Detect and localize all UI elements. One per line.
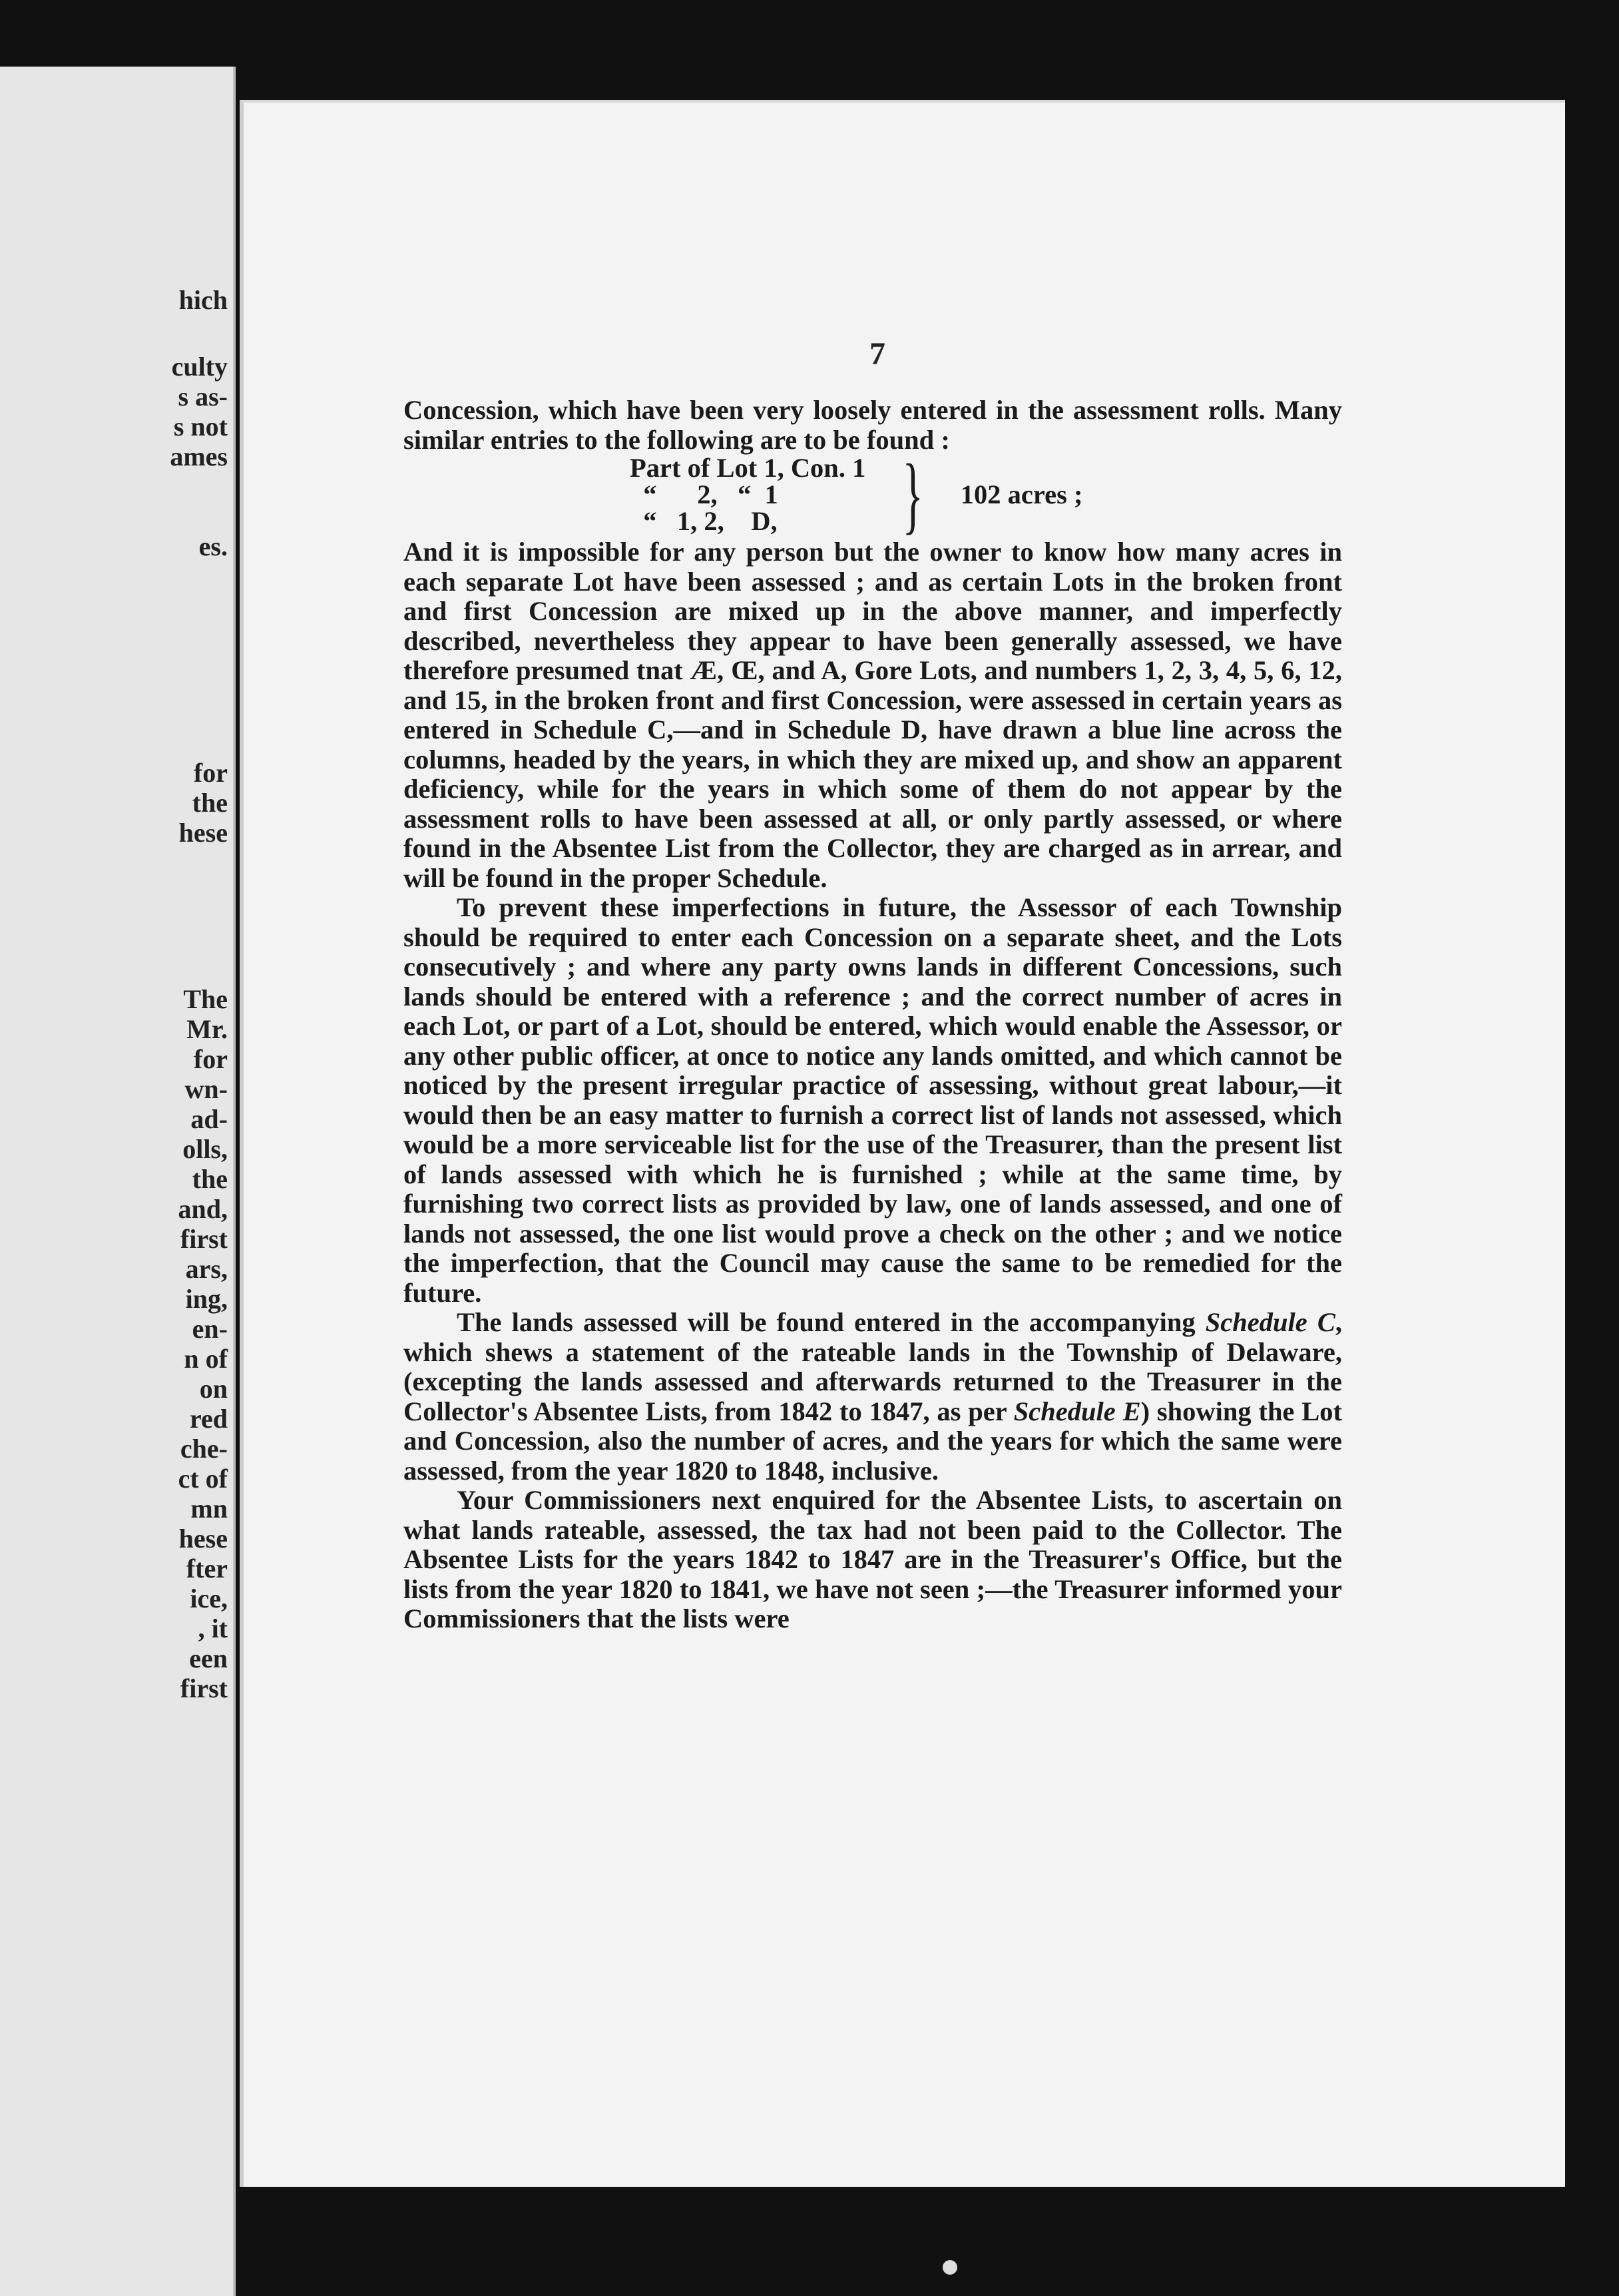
left-page-text-fragment: che- bbox=[180, 1434, 228, 1464]
left-page-fragment bbox=[0, 67, 236, 2296]
left-page-text-fragment: ars, bbox=[185, 1254, 228, 1284]
left-page-text-fragment: n of bbox=[184, 1344, 228, 1374]
left-page-text-fragment: the bbox=[192, 788, 228, 818]
left-page-text-fragment: for bbox=[193, 758, 228, 788]
left-page-text-fragment: es. bbox=[198, 531, 228, 561]
lot-entry-3: “ 1, 2, D, bbox=[630, 506, 778, 536]
paragraph-1: Concession, which have been very loosely entered in the assessment rolls. Many similar entries to the following are to be found : bbox=[403, 395, 1342, 455]
paragraph-3: To prevent these imperfections in future, the Assessor of each Township should be required to enter each Concession on a separate sheet, and the Lots consecutively ; and where any party owns lands in different Concessions, such lands should be entered with a reference ; and the correct number of acres in each Lot, or part of a Lot, should be entered, which would enable the Assessor, or any other public officer, at once to notice any lands omitted, and which cannot be noticed by the present irregular practice of assessing, without great labour,—it would then be an easy matter to furnish a correct list of lands not assessed, which would be a more serviceable list for the use of the Treasurer, than the present list of lands assessed with which he is furnished ; while at the same time, by furnishing two correct lists as provided by law, one of lands assessed, and one of lands not assessed, the one list would prove a check on the other ; and we notice the imperfection, that the Council may cause the same to be remedied for the future. bbox=[403, 892, 1342, 1308]
document-page bbox=[240, 100, 1565, 2187]
lot-entries-block bbox=[630, 447, 1342, 543]
left-page-text-fragment: The bbox=[183, 984, 228, 1014]
left-page-text-fragment: een bbox=[189, 1643, 228, 1673]
left-page-text-fragment: en- bbox=[192, 1314, 228, 1344]
left-page-text-fragment: wn- bbox=[184, 1074, 228, 1104]
schedule-c-reference: Schedule C bbox=[1205, 1307, 1335, 1337]
left-page-text-fragment: first bbox=[180, 1224, 228, 1254]
paragraph-4-part-c: , which shews a statement of the rateable lands in the Township of Delaware, (excepting the lands assessed and afterwards returned to the Treasurer in the Collector's Absentee Lists, from 1842 to 1847, as per bbox=[403, 1307, 1342, 1426]
left-page-text-fragment: ing, bbox=[185, 1284, 228, 1314]
left-page-text-fragment: s as- bbox=[178, 382, 228, 412]
lot-entry-1: Part of Lot 1, Con. 1 bbox=[630, 453, 866, 483]
paragraph-4-part-e: ) showing the Lot and Concession, also the number of acres, and the years for which the same were assessed, from the year 1820 to 1848, inclusive. bbox=[403, 1396, 1342, 1486]
acres-total: 102 acres ; bbox=[960, 479, 1083, 509]
left-page-text-fragment: the bbox=[192, 1164, 228, 1194]
left-page-text-fragment: for bbox=[193, 1044, 228, 1074]
left-page-text-fragment: mn bbox=[190, 1494, 228, 1524]
page-number: 7 bbox=[869, 336, 885, 372]
left-page-text-fragment: first bbox=[180, 1673, 228, 1703]
left-page-text-fragment: red bbox=[189, 1404, 228, 1434]
left-page-text-fragment: hese bbox=[178, 818, 228, 848]
lot-entries-list bbox=[630, 455, 865, 535]
left-page-text-fragment: fter bbox=[186, 1554, 228, 1583]
left-page-text-fragment: ice, bbox=[190, 1583, 228, 1613]
left-page-text-fragment: , it bbox=[198, 1613, 228, 1643]
left-page-text-fragment: and, bbox=[178, 1194, 228, 1224]
paragraph-2: And it is impossible for any person but the owner to know how many acres in each separate Lot have been assessed ; and as certain Lots in the broken front and first Concession are mixed up in the above manner, and imperfectly described, nevertheless they appear to have been generally assessed, we have therefore presumed tnat Æ, Œ, and A, Gore Lots, and numbers 1, 2, 3, 4, 5, 6, 12, and 15, in the broken front and first Concession, were assessed in certain years as entered in Schedule C,—and in Schedule D, have drawn a blue line across the columns, headed by the years, in which they are mixed up, and show an apparent deficiency, while for the years in which some of them do not appear by the assessment rolls to have been assessed at all, or only partly assessed, or where found in the Absentee List from the Collector, they are charged as in arrear, and will be found in the proper Schedule. bbox=[403, 537, 1342, 893]
left-page-text-fragment: s not bbox=[173, 412, 228, 441]
paragraph-4 bbox=[403, 1308, 1342, 1486]
document-body bbox=[403, 396, 1342, 1634]
left-page-text-fragment: olls, bbox=[182, 1134, 228, 1164]
left-page-text-fragment: ames bbox=[170, 441, 228, 471]
paragraph-5: Your Commissioners next enquired for the Absentee Lists, to ascertain on what lands rateable, assessed, the tax had not been paid to the Collector. The Absentee Lists for the years 1842 to 1847 are in the Treasurer's Office, but the lists from the year 1820 to 1841, we have not seen ;—the Treasurer informed your Commissioners that the lists were bbox=[403, 1485, 1342, 1633]
left-page-text-fragment: hese bbox=[178, 1524, 228, 1554]
paragraph-4-part-a: The lands assessed will be found entered in the accompanying bbox=[457, 1307, 1196, 1337]
curly-brace: } bbox=[902, 447, 924, 543]
lot-entry-2: “ 2, “ 1 bbox=[630, 479, 778, 509]
left-page-text-fragment: ad- bbox=[190, 1104, 228, 1134]
schedule-e-reference: Schedule E bbox=[1013, 1396, 1141, 1426]
left-page-text-fragment: hich bbox=[178, 285, 228, 315]
left-page-text-fragment: culty bbox=[171, 352, 228, 382]
left-page-text-fragment: Mr. bbox=[186, 1014, 228, 1044]
left-page-text-fragment: on bbox=[199, 1374, 228, 1404]
left-page-text-fragment: ct of bbox=[178, 1464, 228, 1494]
ink-blot bbox=[943, 2260, 957, 2275]
